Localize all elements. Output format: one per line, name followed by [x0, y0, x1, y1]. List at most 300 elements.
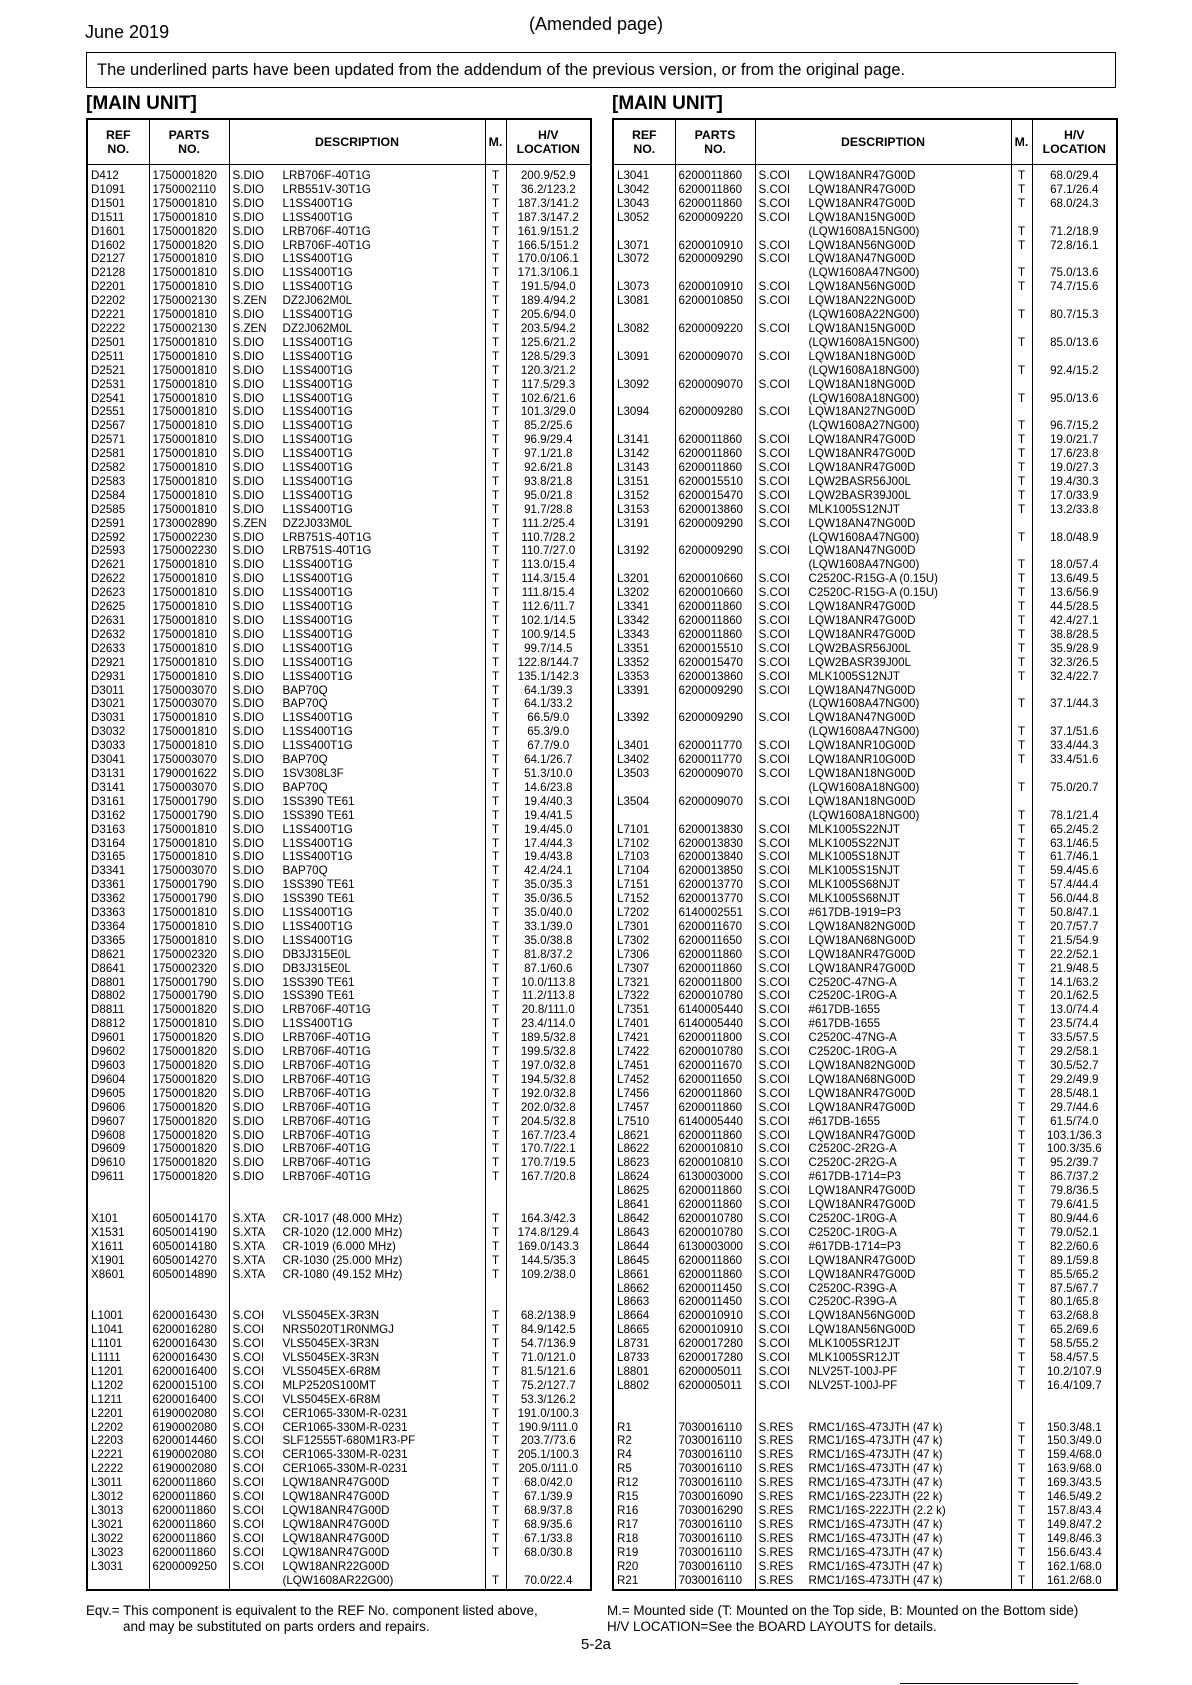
parts-no: 1750001820: [149, 1045, 229, 1059]
table-row: [87, 850, 591, 864]
mounted-side: T: [1011, 837, 1032, 851]
ref-no: L7456: [613, 1087, 675, 1101]
mounted-side: T: [1011, 165, 1032, 183]
parts-no: 6200015470: [675, 656, 755, 670]
description-cell: [755, 1240, 1011, 1254]
mounted-side: T: [1011, 433, 1032, 447]
part-description: (LQW1608A47NG00): [808, 697, 920, 711]
mounted-side: [1011, 767, 1032, 781]
table-row: [87, 1421, 591, 1435]
ref-no: L8625: [613, 1184, 675, 1198]
ref-no: R1: [613, 1421, 675, 1435]
description-cell: [755, 544, 1011, 558]
part-description: CER1065-330M-R-0231: [282, 1448, 408, 1462]
part-description: LRB706F-40T1G: [282, 1142, 371, 1156]
description-cell: [229, 531, 485, 545]
mounted-side: T: [485, 850, 506, 864]
table-row: [613, 1574, 1117, 1591]
mounted-side: T: [485, 489, 506, 503]
table-row: [87, 642, 591, 656]
mounted-side: T: [485, 1351, 506, 1365]
hv-location: 42.4/24.1: [506, 864, 591, 878]
description-cell: [229, 1379, 485, 1393]
table-row: [87, 165, 591, 183]
ref-no: L3202: [613, 586, 675, 600]
description-cell: [755, 1087, 1011, 1101]
ref-no: D2501: [87, 336, 149, 350]
part-type: S.DIO: [232, 655, 265, 669]
part-description: L1SS400T1G: [282, 391, 353, 405]
table-row: [87, 266, 591, 280]
description-cell: [755, 1504, 1011, 1518]
part-type: S.DIO: [232, 169, 265, 182]
part-type: S.DIO: [232, 878, 265, 892]
part-description: LQW18ANR47G00D: [808, 447, 916, 461]
ref-no: R5: [613, 1462, 675, 1476]
table-row: [613, 266, 1117, 280]
parts-no: 6200011860: [675, 962, 755, 976]
parts-no: 1750001810: [149, 364, 229, 378]
table-row: [87, 725, 591, 739]
part-type: S.DIO: [232, 252, 265, 266]
table-row: [613, 1532, 1117, 1546]
hv-location: 82.2/60.6: [1032, 1240, 1117, 1254]
hv-location: 54.7/136.9: [506, 1337, 591, 1351]
part-type: S.DIO: [232, 850, 265, 864]
part-description: LRB706F-40T1G: [282, 1045, 371, 1059]
part-description: LQW2BASR56J00L: [808, 641, 911, 655]
ref-no: D3364: [87, 920, 149, 934]
table-row: [87, 1351, 591, 1365]
part-description: CR-1080 (49.152 MHz): [282, 1267, 403, 1281]
part-description: RMC1/16S-473JTH (47 k): [808, 1545, 943, 1559]
parts-no: 6200010780: [675, 989, 755, 1003]
part-type: S.DIO: [232, 266, 265, 280]
description-cell: [755, 1407, 1011, 1421]
part-description: DB3J315E0L: [282, 947, 351, 961]
hv-location: 95.2/39.7: [1032, 1156, 1117, 1170]
part-description: C2520C-2R2G-A: [808, 1142, 897, 1156]
table-row: [87, 308, 591, 322]
mounted-side: T: [485, 837, 506, 851]
description-cell: [755, 823, 1011, 837]
part-type: S.DIO: [232, 210, 265, 224]
parts-no: [675, 725, 755, 739]
parts-no: 1750001810: [149, 600, 229, 614]
hv-location: 191.0/100.3: [506, 1407, 591, 1421]
table-row: [87, 614, 591, 628]
table-row: [87, 1448, 591, 1462]
part-description: LQW18ANR47G00D: [808, 614, 916, 627]
hv-location: [506, 1295, 591, 1309]
ref-no: D9608: [87, 1129, 149, 1143]
mounted-side: [1011, 1407, 1032, 1421]
parts-no: 6200016430: [149, 1351, 229, 1365]
description-cell: [755, 684, 1011, 698]
description-cell: [755, 1059, 1011, 1073]
part-type: S.ZEN: [232, 294, 267, 308]
ref-no: D2584: [87, 489, 149, 503]
hv-location: [1032, 767, 1117, 781]
parts-no: 6190002080: [149, 1462, 229, 1476]
part-description: VLS5045EX-6R8M: [282, 1392, 381, 1406]
ref-no: R2: [613, 1434, 675, 1448]
parts-no: 1750001810: [149, 336, 229, 350]
part-description: LQW18AN47NG00D: [808, 252, 916, 266]
mounted-side: T: [1011, 1101, 1032, 1115]
description-cell: [755, 1574, 1011, 1591]
ref-no: L8622: [613, 1142, 675, 1156]
mounted-side: T: [485, 1115, 506, 1129]
hv-location: 96.9/29.4: [506, 433, 591, 447]
mounted-side: T: [1011, 1129, 1032, 1143]
parts-no: 6200009070: [675, 767, 755, 781]
description-cell: [229, 475, 485, 489]
part-description: LQW18ANR10G00D: [808, 739, 916, 753]
ref-no: D9606: [87, 1101, 149, 1115]
mounted-side: T: [1011, 1518, 1032, 1532]
part-description: CER1065-330M-R-0231: [282, 1406, 408, 1420]
hv-location: 67.1/39.9: [506, 1490, 591, 1504]
hv-location: 64.1/33.2: [506, 697, 591, 711]
description-cell: [229, 350, 485, 364]
parts-no: 6200017280: [675, 1337, 755, 1351]
hv-location: [1032, 795, 1117, 809]
parts-no: 6200013860: [675, 670, 755, 684]
part-description: #617DB-1655: [808, 1114, 881, 1128]
part-type: S.COI: [758, 947, 791, 961]
ref-no: D9610: [87, 1156, 149, 1170]
table-row: [87, 670, 591, 684]
part-description: RMC1/16S-473JTH (47 k): [808, 1559, 943, 1573]
table-row: [87, 239, 591, 253]
hv-location: 200.9/52.9: [506, 165, 591, 183]
table-row: [613, 572, 1117, 586]
table-row: [87, 1226, 591, 1240]
ref-no: [613, 336, 675, 350]
mounted-side: T: [485, 1462, 506, 1476]
mounted-side: T: [1011, 558, 1032, 572]
parts-no: [149, 1198, 229, 1212]
table-row: [87, 1031, 591, 1045]
part-description: C2520C-2R2G-A: [808, 1156, 897, 1170]
table-row: [87, 906, 591, 920]
table-row: [87, 475, 591, 489]
hv-location: [1032, 544, 1117, 558]
table-row: [613, 1434, 1117, 1448]
mounted-side: T: [485, 739, 506, 753]
part-description: #617DB-1714=P3: [808, 1170, 902, 1184]
part-description: DZ2J062M0L: [282, 294, 353, 308]
parts-no: 6200010660: [675, 572, 755, 586]
parts-no: 1750001810: [149, 823, 229, 837]
mounted-side: T: [485, 252, 506, 266]
ref-no: D3161: [87, 795, 149, 809]
part-description: L1SS400T1G: [282, 474, 353, 488]
description-cell: [229, 920, 485, 934]
ref-no: L8643: [613, 1226, 675, 1240]
table-row: [613, 1421, 1117, 1435]
hv-location: 21.9/48.5: [1032, 962, 1117, 976]
parts-no: 1750001810: [149, 711, 229, 725]
hv-location: 30.5/52.7: [1032, 1059, 1117, 1073]
part-description: BAP70Q: [282, 780, 328, 794]
table-row: [87, 558, 591, 572]
description-cell: [755, 1282, 1011, 1296]
parts-no: 6200011650: [675, 934, 755, 948]
mounted-side: T: [485, 1129, 506, 1143]
part-type: S.DIO: [232, 1156, 265, 1170]
mounted-side: T: [485, 447, 506, 461]
mounted-side: T: [485, 1379, 506, 1393]
parts-no: 6200011860: [149, 1518, 229, 1532]
hv-location: 42.4/27.1: [1032, 614, 1117, 628]
hv-location: 86.7/37.2: [1032, 1170, 1117, 1184]
hv-location: 29.2/49.9: [1032, 1073, 1117, 1087]
description-cell: [755, 503, 1011, 517]
part-description: LQW18AN47NG00D: [808, 544, 916, 558]
part-description: (LQW1608A15NG00): [808, 335, 920, 349]
hv-location: 21.5/54.9: [1032, 934, 1117, 948]
part-description: LQW18AN22NG00D: [808, 294, 916, 308]
part-type: S.COI: [232, 1323, 265, 1337]
part-description: MLK1005S18NJT: [808, 850, 901, 864]
ref-no: L1041: [87, 1323, 149, 1337]
part-description: L1SS400T1G: [282, 933, 353, 947]
description-cell: [755, 1212, 1011, 1226]
hv-location: 205.1/100.3: [506, 1448, 591, 1462]
part-type: S.COI: [232, 1420, 265, 1434]
mounted-side: T: [485, 503, 506, 517]
ref-no: D2201: [87, 280, 149, 294]
description-cell: [755, 1365, 1011, 1379]
description-cell: [229, 165, 485, 183]
part-type: S.COI: [758, 794, 791, 808]
table-row: [613, 628, 1117, 642]
hv-location: 68.2/138.9: [506, 1309, 591, 1323]
part-description: (LQW1608A15NG00): [808, 224, 920, 238]
description-cell: [229, 489, 485, 503]
part-type: S.COI: [232, 1490, 265, 1504]
mounted-side: [1011, 544, 1032, 558]
description-cell: [755, 781, 1011, 795]
parts-no: 6200010910: [675, 280, 755, 294]
description-cell: [229, 1393, 485, 1407]
part-type: S.DIO: [232, 697, 265, 711]
ref-no: [613, 725, 675, 739]
table-row: [87, 1198, 591, 1212]
part-description: LQW18ANR47G00D: [808, 169, 916, 182]
part-description: LQW18ANR22G00D: [282, 1559, 390, 1573]
parts-no: 6200011860: [149, 1476, 229, 1490]
ref-no: D1511: [87, 211, 149, 225]
part-description: LRB751S-40T1G: [282, 530, 372, 544]
ref-no: D2592: [87, 531, 149, 545]
parts-no: 1750001810: [149, 211, 229, 225]
ref-no: R18: [613, 1532, 675, 1546]
description-cell: [229, 1184, 485, 1198]
ref-no: L3401: [613, 739, 675, 753]
part-description: LQW18AN82NG00D: [808, 1059, 916, 1072]
part-description: LQW2BASR39J00L: [808, 655, 911, 669]
hv-location: 170.7/22.1: [506, 1142, 591, 1156]
part-description: L1SS400T1G: [282, 308, 353, 322]
ref-no: R15: [613, 1490, 675, 1504]
ref-no: D2127: [87, 252, 149, 266]
description-cell: [755, 1518, 1011, 1532]
table-row: [613, 1101, 1117, 1115]
parts-no: 6200009280: [675, 405, 755, 419]
ref-no: D3365: [87, 934, 149, 948]
part-description: MLK1005S68NJT: [808, 892, 901, 906]
part-type: S.DIO: [232, 1072, 265, 1086]
part-description: L1SS400T1G: [282, 850, 353, 864]
mounted-side: T: [485, 280, 506, 294]
part-description: LRB751S-40T1G: [282, 544, 372, 558]
description-cell: [755, 336, 1011, 350]
mounted-side: T: [1011, 364, 1032, 378]
part-description: LQW18ANR47G00D: [808, 627, 916, 641]
ref-no: L7452: [613, 1073, 675, 1087]
mounted-side: T: [485, 1407, 506, 1421]
mounted-side: T: [1011, 489, 1032, 503]
parts-no: 6140005440: [675, 1115, 755, 1129]
description-cell: [229, 864, 485, 878]
mounted-side: T: [485, 544, 506, 558]
ref-no: D9607: [87, 1115, 149, 1129]
table-row: [613, 864, 1117, 878]
mounted-side: T: [485, 364, 506, 378]
description-cell: [755, 600, 1011, 614]
part-type: S.COI: [758, 836, 791, 850]
part-description: LQW18AN56NG00D: [808, 1323, 916, 1337]
part-type: S.DIO: [232, 488, 265, 502]
mounted-side: T: [485, 517, 506, 531]
parts-no: 6200010780: [675, 1212, 755, 1226]
mounted-side: T: [1011, 1156, 1032, 1170]
parts-no: 7030016110: [675, 1518, 755, 1532]
hv-location: 85.2/25.6: [506, 419, 591, 433]
part-type: S.DIO: [232, 1003, 265, 1017]
hv-location: 71.0/121.0: [506, 1351, 591, 1365]
col-parts-label: PARTS: [168, 128, 210, 142]
table-row: [613, 558, 1117, 572]
col-loc-label2: LOCATION: [516, 142, 580, 156]
part-description: NLV25T-100J-PF: [808, 1378, 898, 1392]
parts-no: 6130003000: [675, 1240, 755, 1254]
description-cell: [229, 1337, 485, 1351]
part-type: S.DIO: [232, 558, 265, 572]
hv-location: [1032, 211, 1117, 225]
mounted-side: T: [1011, 308, 1032, 322]
mounted-side: T: [1011, 600, 1032, 614]
part-type: S.RES: [758, 1559, 794, 1573]
mounted-side: T: [1011, 892, 1032, 906]
ref-no: L3071: [613, 239, 675, 253]
description-cell: [755, 1532, 1011, 1546]
mounted-side: T: [485, 1073, 506, 1087]
parts-no: 1750001790: [149, 892, 229, 906]
part-type: S.DIO: [232, 530, 265, 544]
description-cell: [755, 531, 1011, 545]
mounted-side: T: [485, 892, 506, 906]
parts-no: 6200011860: [149, 1546, 229, 1560]
mounted-side: T: [485, 920, 506, 934]
mounted-side: T: [485, 239, 506, 253]
ref-no: D2202: [87, 294, 149, 308]
parts-no: 6200011860: [675, 447, 755, 461]
mounted-side: T: [1011, 1017, 1032, 1031]
part-description: CR-1030 (25.000 MHz): [282, 1253, 403, 1267]
table-row: [613, 586, 1117, 600]
ref-no: D2551: [87, 405, 149, 419]
part-type: S.COI: [758, 627, 791, 641]
part-description: (LQW1608A18NG00): [808, 808, 920, 822]
hv-location: 37.1/44.3: [1032, 697, 1117, 711]
part-description: L1SS400T1G: [282, 836, 353, 850]
ref-no: L7307: [613, 962, 675, 976]
hv-location: 68.0/42.0: [506, 1476, 591, 1490]
parts-no: 6200005011: [675, 1379, 755, 1393]
parts-no: 1750001810: [149, 572, 229, 586]
parts-no: 6200010780: [675, 1045, 755, 1059]
table-row: [613, 809, 1117, 823]
hv-location: 113.0/15.4: [506, 558, 591, 572]
description-cell: [755, 892, 1011, 906]
part-type: S.DIO: [232, 349, 265, 363]
description-cell: [755, 864, 1011, 878]
mounted-side: T: [485, 753, 506, 767]
table-row: [87, 183, 591, 197]
parts-no: 6200011860: [675, 1254, 755, 1268]
part-type: S.COI: [758, 1351, 791, 1365]
parts-no: 1750001810: [149, 475, 229, 489]
parts-no: 6200011860: [675, 197, 755, 211]
parts-no: 1750003070: [149, 864, 229, 878]
description-cell: [755, 1115, 1011, 1129]
ref-no: L7510: [613, 1115, 675, 1129]
ref-no: L3094: [613, 405, 675, 419]
ref-no: D3363: [87, 906, 149, 920]
description-cell: [755, 558, 1011, 572]
table-row: [613, 1142, 1117, 1156]
part-type: S.COI: [758, 1170, 791, 1184]
description-cell: [755, 1560, 1011, 1574]
hv-location: 75.0/20.7: [1032, 781, 1117, 795]
mounted-side: T: [485, 1031, 506, 1045]
mounted-side: T: [1011, 1226, 1032, 1240]
parts-no: 1750002230: [149, 531, 229, 545]
parts-no: 6200013770: [675, 892, 755, 906]
table-row: [613, 837, 1117, 851]
mounted-side: T: [485, 711, 506, 725]
hv-location: 135.1/142.3: [506, 670, 591, 684]
mounted-side: T: [485, 684, 506, 698]
parts-no: 1750001820: [149, 225, 229, 239]
table-row: [613, 1518, 1117, 1532]
description-cell: [755, 1546, 1011, 1560]
parts-no: 1790001622: [149, 767, 229, 781]
mounted-side: T: [1011, 656, 1032, 670]
table-row: [87, 1532, 591, 1546]
ref-no: [613, 1407, 675, 1421]
table-row: [87, 1309, 591, 1323]
mounted-side: [485, 1295, 506, 1309]
parts-no: 6200011860: [675, 461, 755, 475]
table-row: [87, 1574, 591, 1591]
table-row: [87, 544, 591, 558]
description-cell: [229, 392, 485, 406]
